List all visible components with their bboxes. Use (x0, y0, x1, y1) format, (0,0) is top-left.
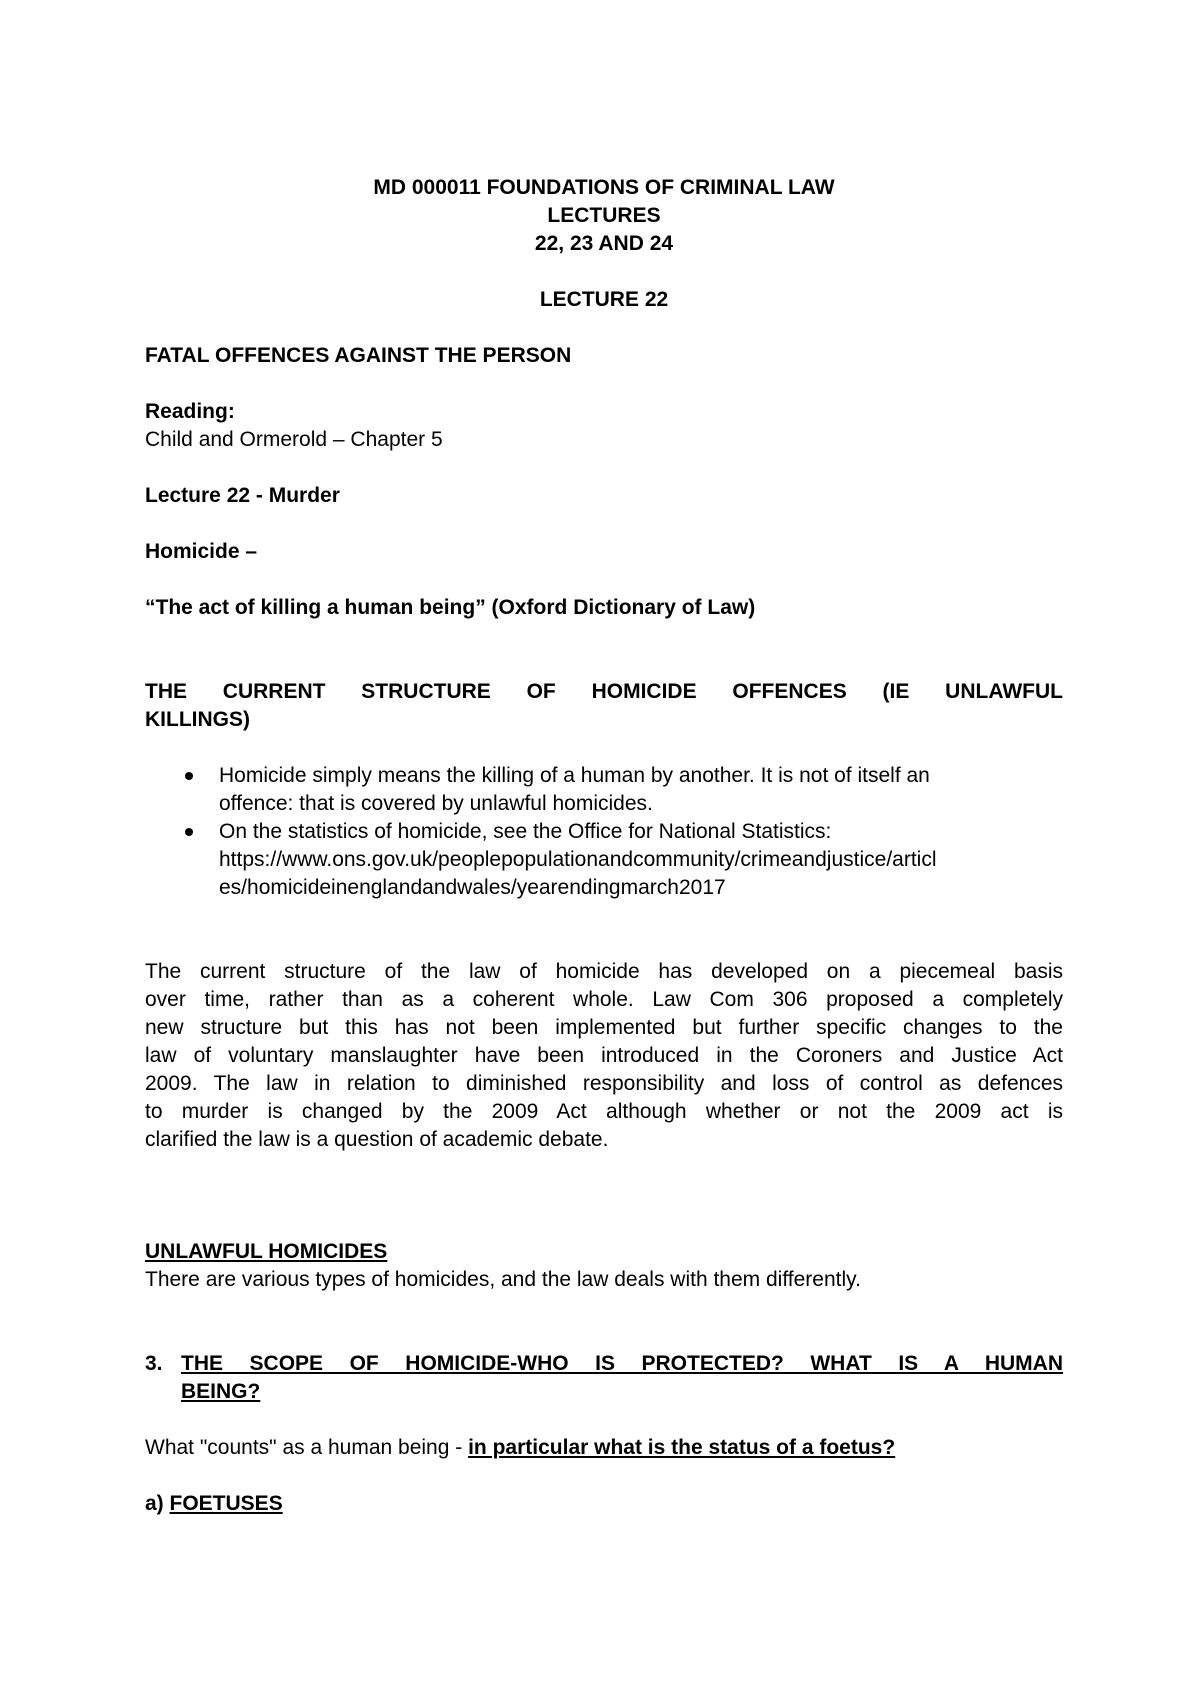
foetuses-title: FOETUSES (169, 1492, 283, 1515)
unlawful-text: There are various types of homicides, and the law deals with them differently. (145, 1268, 861, 1291)
section-3-line-2: BEING? (181, 1380, 261, 1403)
bullet-icon (185, 828, 193, 836)
reading-label: Reading: (145, 400, 235, 423)
section-number: 3. (145, 1352, 163, 1375)
bullet-text (219, 818, 1065, 902)
structure-heading (145, 678, 1063, 734)
bullet-line: On the statistics of homicide, see the Office for National Statistics: (219, 820, 832, 843)
lecture-heading: LECTURE 22 (539, 288, 669, 311)
bullet-line: offence: that is covered by unlawful homicides. (219, 792, 653, 815)
url-line: https://www.ons.gov.uk/peoplepopulationandcommunity/crimeandjustice/articl (219, 848, 937, 871)
body-paragraph (145, 958, 1063, 1154)
unlawful-heading: UNLAWFUL HOMICIDES (145, 1240, 388, 1263)
lectures-label: LECTURES (547, 204, 661, 227)
bullet-line: Homicide simply means the killing of a human by another. It is not of itself an (219, 764, 930, 787)
definition-quote: “The act of killing a human being” (Oxford Dictionary of Law) (145, 596, 756, 619)
foetuses-heading (145, 1490, 1063, 1518)
paragraph-line: to murder is changed by the 2009 Act although whether or not the 2009 act is (145, 1100, 1063, 1123)
paragraph-line: clarified the law is a question of academic debate. (145, 1128, 609, 1151)
paragraph-line: The current structure of the law of homicide has developed on a piecemeal basis (145, 960, 1063, 983)
bullet-text (219, 762, 1065, 818)
reading-text: Child and Ormerold – Chapter 5 (145, 428, 443, 451)
section-3-line-1: THE SCOPE OF HOMICIDE-WHO IS PROTECTED? WHAT IS A HUMAN (181, 1352, 1063, 1375)
topic-heading: FATAL OFFENCES AGAINST THE PERSON (145, 344, 572, 367)
section-3-title (181, 1350, 1063, 1406)
url-line: es/homicideinenglandandwales/yearendingmarch2017 (219, 876, 726, 899)
paragraph-line: 2009. The law in relation to diminished responsibility and loss of control as defences (145, 1072, 1063, 1095)
lecture-numbers: 22, 23 AND 24 (534, 232, 674, 255)
paragraph-line: over time, rather than as a coherent whole. Law Com 306 proposed a completely (145, 988, 1063, 1011)
foetuses-prefix: a) (145, 1492, 170, 1515)
bullet-icon (185, 772, 193, 780)
structure-heading-line-1: THE CURRENT STRUCTURE OF HOMICIDE OFFENCES (IE UNLAWFUL (145, 680, 1063, 703)
homicide-label: Homicide – (145, 540, 258, 563)
lecture-title: Lecture 22 - Murder (145, 484, 340, 507)
paragraph-line: new structure but this has not been implemented but further specific changes to the (145, 1016, 1063, 1039)
paragraph-line: law of voluntary manslaughter have been introduced in the Coroners and Justice Act (145, 1044, 1063, 1067)
course-title: MD 000011 FOUNDATIONS OF CRIMINAL LAW (373, 176, 835, 199)
structure-heading-line-2: KILLINGS) (145, 708, 250, 731)
counts-line (145, 1434, 1063, 1462)
counts-emphasis: in particular what is the status of a foetus? (468, 1436, 896, 1459)
counts-prefix: What "counts" as a human being - (145, 1436, 469, 1459)
